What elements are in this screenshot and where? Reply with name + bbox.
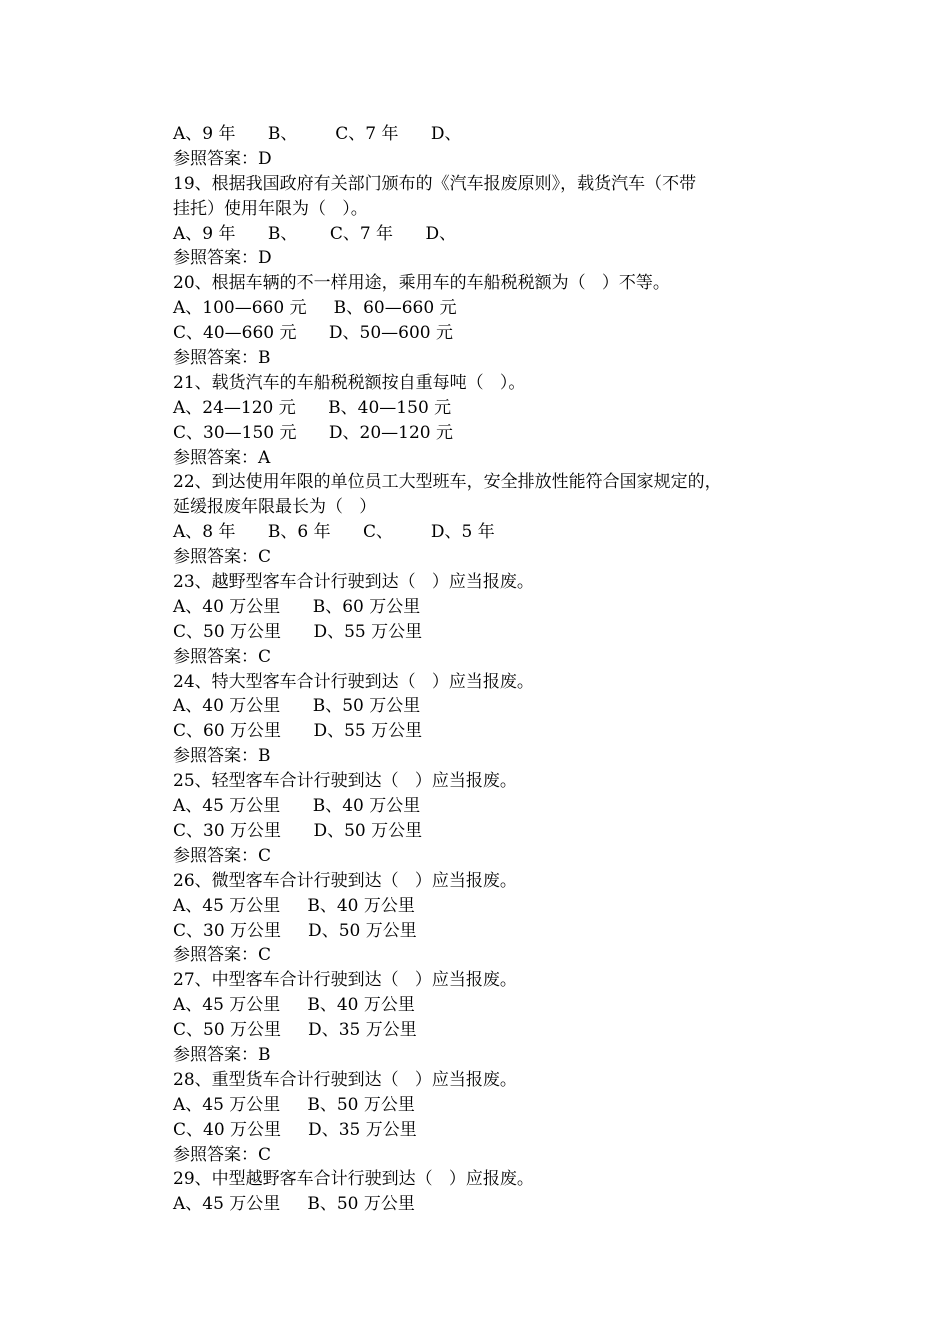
option-line: C、40 万公里 D、35 万公里 [173, 1119, 417, 1140]
option-line: A、40 万公里 B、60 万公里 [173, 596, 421, 617]
question-line: 27、中型客车合计行驶到达（ ）应当报废。 [173, 970, 517, 991]
option-line: A、100—660 元 B、60—660 元 [173, 298, 457, 319]
answer-line: 参照答案：C [173, 945, 272, 966]
question-line: 20、根据车辆的不一样用途，乘用车的车船税税额为（ ）不等。 [173, 273, 670, 294]
option-line: A、45 万公里 B、50 万公里 [173, 1194, 415, 1215]
option-line: A、45 万公里 B、40 万公里 [173, 796, 421, 817]
option-line: C、30 万公里 D、50 万公里 [173, 820, 423, 841]
option-line: C、30—150 元 D、20—120 元 [173, 422, 454, 443]
answer-line: 参照答案：B [173, 1044, 271, 1065]
answer-line: 参照答案：C [173, 1144, 272, 1165]
question-line: 25、轻型客车合计行驶到达（ ）应当报废。 [173, 771, 517, 792]
option-line: C、30 万公里 D、50 万公里 [173, 920, 417, 941]
answer-line: 参照答案：D [173, 248, 272, 269]
document-page [173, 122, 813, 1217]
question-line: 延缓报废年限最长为（ ） [173, 497, 377, 518]
option-line: A、9 年 B、 C、7 年 D、 [173, 124, 462, 144]
answer-line: 参照答案：D [173, 148, 272, 169]
question-line: 挂托）使用年限为（ ）。 [173, 198, 368, 219]
answer-line: 参照答案：B [173, 746, 271, 767]
option-line: A、9 年 B、 C、7 年 D、 [173, 223, 457, 244]
answer-line: 参照答案：C [173, 646, 272, 667]
option-line: A、45 万公里 B、40 万公里 [173, 995, 415, 1016]
answer-line: 参照答案：C [173, 845, 272, 866]
option-line: A、40 万公里 B、50 万公里 [173, 696, 421, 717]
option-line: A、45 万公里 B、50 万公里 [173, 1094, 415, 1115]
question-line: 23、越野型客车合计行驶到达（ ）应当报废。 [173, 572, 534, 593]
option-line: A、24—120 元 B、40—150 元 [173, 397, 452, 418]
option-line: A、45 万公里 B、40 万公里 [173, 895, 415, 916]
option-line: C、60 万公里 D、55 万公里 [173, 721, 423, 742]
answer-line: 参照答案：C [173, 547, 272, 568]
option-line: A、8 年 B、6 年 C、 D、5 年 [173, 522, 495, 543]
answer-line: 参照答案：A [173, 447, 271, 468]
question-line: 21、载货汽车的车船税税额按自重每吨（ ）。 [173, 372, 526, 393]
option-line: C、50 万公里 D、35 万公里 [173, 1020, 417, 1041]
question-line: 29、中型越野客车合计行驶到达（ ）应报废。 [173, 1169, 534, 1190]
question-line: 28、重型货车合计行驶到达（ ）应当报废。 [173, 1069, 517, 1090]
question-line: 24、特大型客车合计行驶到达（ ）应当报废。 [173, 671, 534, 692]
question-line: 19、根据我国政府有关部门颁布的《汽车报废原则》，载货汽车（不带 [173, 173, 697, 194]
option-line: C、50 万公里 D、55 万公里 [173, 621, 423, 642]
option-line: C、40—660 元 D、50—600 元 [173, 323, 454, 344]
answer-line: 参照答案：B [173, 348, 271, 369]
question-line: 22、到达使用年限的单位员工大型班车，安全排放性能符合国家规定的， [173, 472, 722, 493]
question-line: 26、微型客车合计行驶到达（ ）应当报废。 [173, 870, 517, 891]
